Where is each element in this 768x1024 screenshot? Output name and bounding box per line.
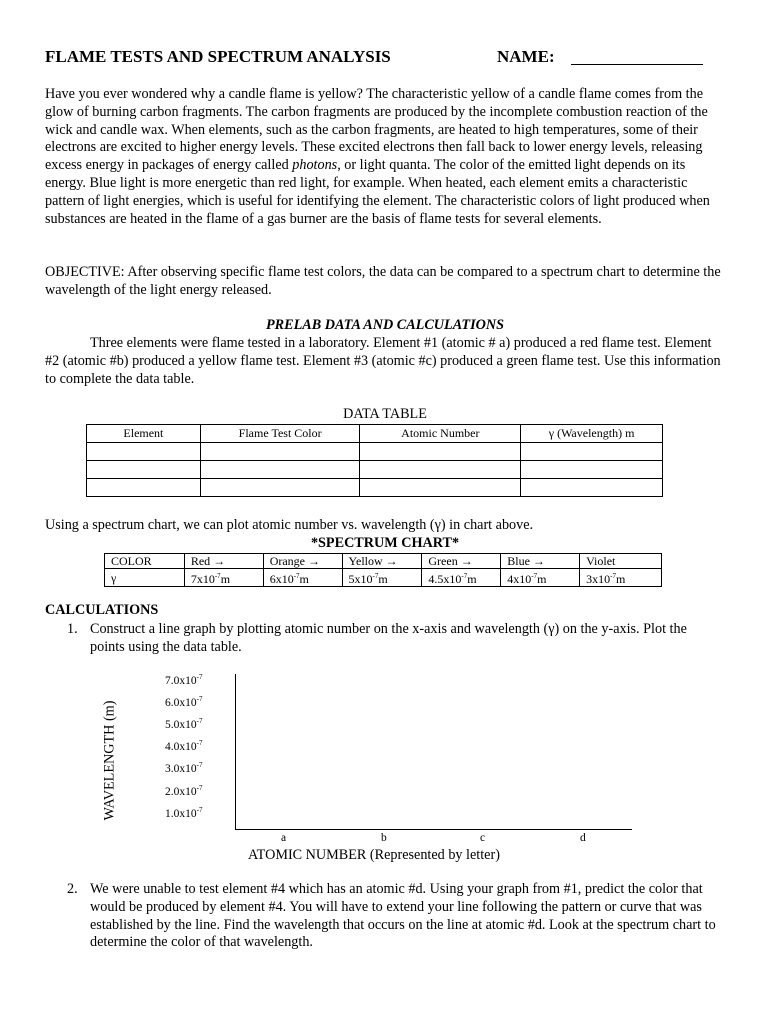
y-tick-label: $4.0x10^{-7}$ bbox=[165, 739, 203, 753]
wavelength-orange: $6x10^{-7}m$ bbox=[263, 569, 342, 587]
table-cell[interactable] bbox=[87, 461, 201, 479]
table-cell[interactable] bbox=[200, 479, 360, 497]
x-tick-label: b bbox=[381, 832, 387, 844]
question-2-number: 2. bbox=[67, 881, 78, 897]
header-atomic-number: Atomic Number bbox=[360, 425, 521, 443]
table-cell[interactable] bbox=[200, 461, 360, 479]
color-orange: Orange → bbox=[263, 554, 342, 569]
wavelength-blue: $4x10^{-7}m$ bbox=[501, 569, 580, 587]
row-label-wavelength: γ bbox=[105, 569, 185, 587]
table-row bbox=[87, 461, 663, 479]
spectrum-color-row bbox=[105, 554, 662, 569]
header-wavelength: γ (Wavelength) m bbox=[521, 425, 663, 443]
name-field bbox=[497, 47, 703, 67]
y-tick-label: $3.0x10^{-7}$ bbox=[165, 761, 203, 775]
spectrum-title: *SPECTRUM CHART* bbox=[310, 535, 460, 551]
color-violet: Violet bbox=[580, 554, 662, 569]
table-cell[interactable] bbox=[87, 443, 201, 461]
name-label: NAME: bbox=[497, 47, 555, 66]
y-axis-line bbox=[235, 674, 236, 830]
y-tick-label: $1.0x10^{-7}$ bbox=[165, 806, 203, 820]
objective-paragraph: OBJECTIVE: After observing specific flame test colors, the data can be compared to a spectrum chart to determine the wavelength of the light energy released. bbox=[45, 264, 721, 298]
wavelength-red: $7x10^{-7}m$ bbox=[184, 569, 263, 587]
spectrum-intro: Using a spectrum chart, we can plot atomic number vs. wavelength (γ) in chart above. bbox=[45, 517, 534, 533]
calculations-heading: CALCULATIONS bbox=[45, 602, 159, 618]
intro-text-2: , or light quanta. The color of the emitted light depends on its energy. Blue light is more energetic than red light, for example. When heated, each element emits a characteristic pattern of light energies, which is useful for identifying the element. The characteristic colors of light produced when substances are heated in the flame of a gas burner are the basis of flame tests for several elements. bbox=[45, 157, 710, 227]
row-label-color: COLOR bbox=[105, 554, 185, 569]
y-tick-label: $7.0x10^{-7}$ bbox=[165, 673, 203, 687]
table-cell[interactable] bbox=[521, 443, 663, 461]
title-row bbox=[45, 47, 725, 67]
table-cell[interactable] bbox=[200, 443, 360, 461]
table-cell[interactable] bbox=[87, 479, 201, 497]
data-table-title: DATA TABLE bbox=[343, 406, 427, 422]
x-tick-label: c bbox=[480, 832, 486, 844]
question-2 bbox=[45, 881, 725, 952]
y-tick-label: $6.0x10^{-7}$ bbox=[165, 695, 203, 709]
color-blue: Blue → bbox=[501, 554, 580, 569]
wavelength-green: $4.5x10^{-7}m$ bbox=[422, 569, 501, 587]
wavelength-violet: $3x10^{-7}m$ bbox=[580, 569, 662, 587]
question-2-text: We were unable to test element #4 which has an atomic #d. Using your graph from #1, predict the color that would be produced by element #4. You will have to extend your line following the pattern or curve that was established by the line. Find the wavelength that occurs on the line at atomic #d. Look at the spectrum chart to determine the color of that wavelength. bbox=[90, 881, 716, 951]
y-tick-label: $5.0x10^{-7}$ bbox=[165, 717, 203, 731]
prelab-paragraph bbox=[45, 335, 725, 388]
page-title: FLAME TESTS AND SPECTRUM ANALYSIS bbox=[45, 47, 391, 66]
header-element: Element bbox=[87, 425, 201, 443]
x-tick-label: d bbox=[580, 832, 586, 844]
question-1 bbox=[45, 621, 725, 657]
question-1-number: 1. bbox=[67, 621, 78, 637]
x-tick-label: a bbox=[281, 832, 287, 844]
name-blank-line bbox=[571, 50, 703, 65]
spectrum-table bbox=[104, 553, 662, 587]
prelab-heading: PRELAB DATA AND CALCULATIONS bbox=[266, 317, 504, 333]
table-row bbox=[87, 443, 663, 461]
table-cell[interactable] bbox=[360, 443, 521, 461]
table-cell[interactable] bbox=[521, 479, 663, 497]
y-tick-label: $2.0x10^{-7}$ bbox=[165, 784, 203, 798]
prelab-text: Three elements were flame tested in a laboratory. Element #1 (atomic # a) produced a red flame test. Element #2 (atomic #b) produced a yellow flame test. Element #3 (atomic #c) produced a green flame test. Use this information to complete the data table. bbox=[45, 335, 721, 387]
table-row bbox=[87, 479, 663, 497]
color-red: Red → bbox=[184, 554, 263, 569]
question-1-text: Construct a line graph by plotting atomic number on the x-axis and wavelength (γ) on the y-axis. Plot the points using the data table. bbox=[90, 621, 687, 655]
color-yellow: Yellow → bbox=[342, 554, 422, 569]
graph-x-label: ATOMIC NUMBER (Represented by letter) bbox=[248, 847, 500, 863]
table-cell[interactable] bbox=[360, 461, 521, 479]
data-table-header-row bbox=[87, 425, 663, 443]
wavelength-yellow: $5x10^{-7}m$ bbox=[342, 569, 422, 587]
intro-paragraph bbox=[45, 86, 725, 228]
table-cell[interactable] bbox=[521, 461, 663, 479]
header-flame-color: Flame Test Color bbox=[200, 425, 360, 443]
blank-graph bbox=[45, 670, 725, 870]
intro-text-1: Have you ever wondered why a candle flame is yellow? The characteristic yellow of a candle flame comes from the glow of burning carbon fragments. The carbon fragments are produced by the incomplete combustion reaction of the wick and candle wax. When elements, such as the carbon fragments, are heated to high temperatures, some of their electrons are excited to higher energy levels. These excited electrons then fall back to lower energy levels, releasing excess energy in packages of energy called bbox=[45, 86, 708, 174]
x-axis-line bbox=[235, 829, 632, 830]
data-table bbox=[86, 424, 663, 497]
table-cell[interactable] bbox=[360, 479, 521, 497]
graph-y-label: WAVELENGTH (m) bbox=[101, 700, 118, 821]
spectrum-wavelength-row bbox=[105, 569, 662, 587]
intro-italic-term: photons bbox=[292, 157, 338, 174]
color-green: Green → bbox=[422, 554, 501, 569]
